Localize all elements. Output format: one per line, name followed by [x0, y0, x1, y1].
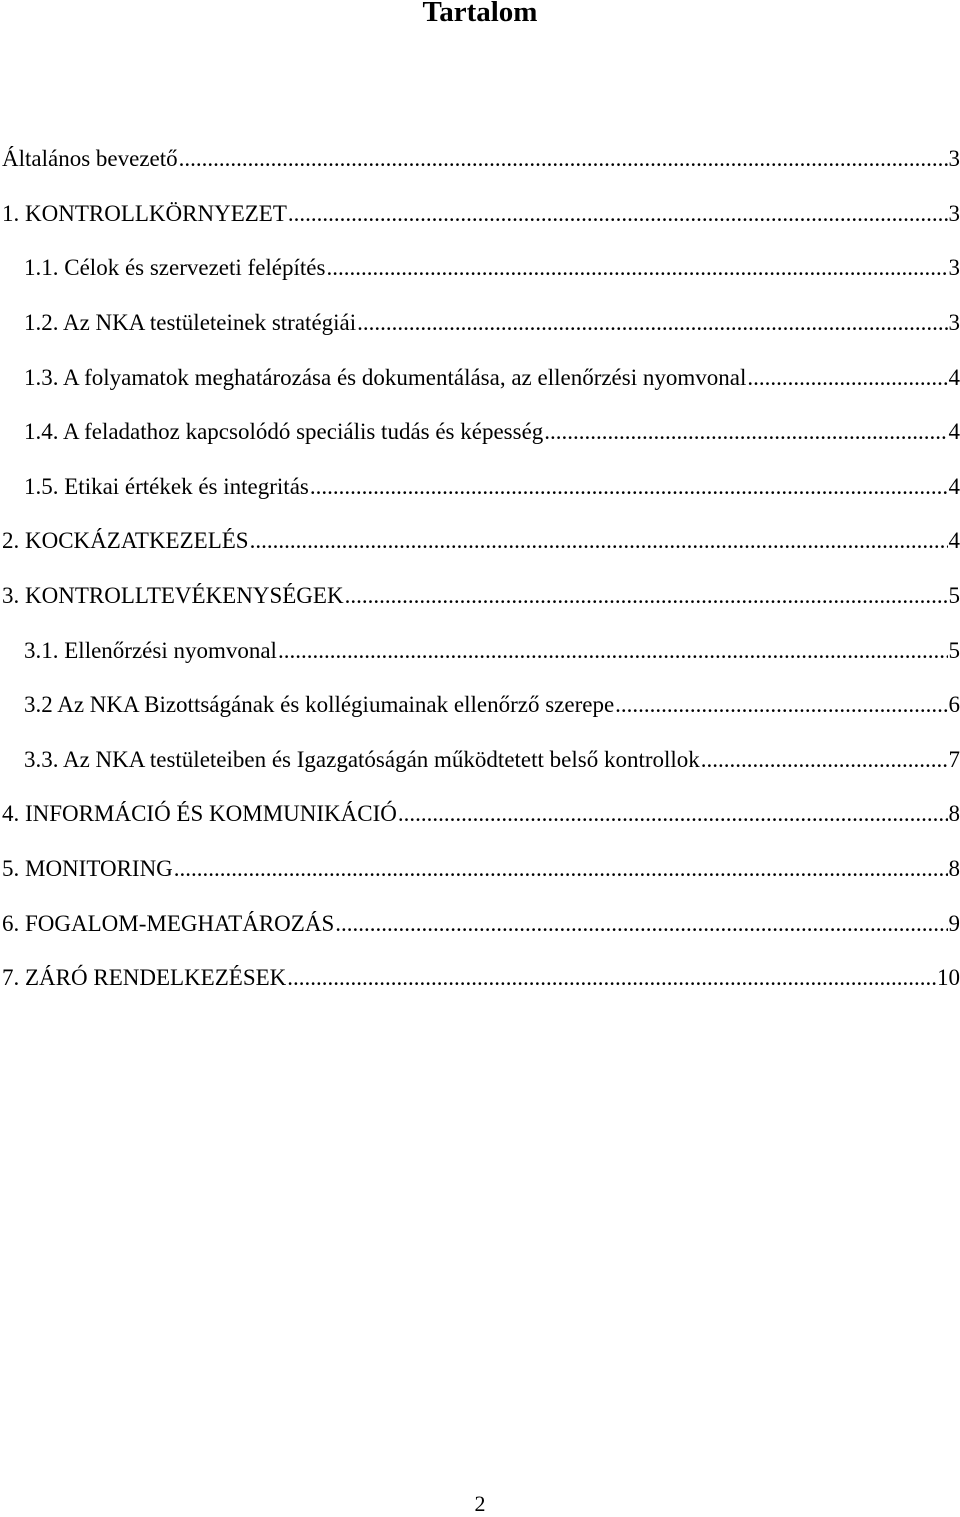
toc-entry-label: 3.3. Az NKA testületeiben és Igazgatóságán működtetett belső kontrollok [24, 745, 700, 775]
toc-entry[interactable] [2, 733, 960, 788]
toc-entry-page: 8 [949, 799, 960, 829]
toc-dot-leader [747, 363, 947, 393]
toc-entry[interactable] [2, 514, 960, 569]
page-title: Tartalom [0, 0, 960, 30]
toc-entry-page: 3 [949, 199, 960, 229]
toc-dot-leader [250, 526, 948, 556]
toc-entry-page: 4 [949, 363, 960, 393]
toc-entry-page: 5 [949, 636, 960, 666]
toc-entry-label: 1.3. A folyamatok meghatározása és dokumentálása, az ellenőrzési nyomvonal [24, 363, 746, 393]
toc-dot-leader [615, 690, 947, 720]
toc-entry[interactable] [2, 460, 960, 515]
page-number: 2 [0, 1491, 960, 1517]
toc-entry-label: 1.1. Célok és szervezeti felépítés [24, 253, 325, 283]
toc-entry[interactable] [2, 842, 960, 897]
toc-entry[interactable] [2, 678, 960, 733]
toc-entry-page: 8 [949, 854, 960, 884]
toc-dot-leader [310, 472, 948, 502]
toc-entry-label: 3.2 Az NKA Bizottságának és kollégiumainak ellenőrző szerepe [24, 690, 614, 720]
toc-entry[interactable] [2, 350, 960, 405]
toc-entry-label: 5. MONITORING [2, 854, 173, 884]
toc-entry-label: 1.2. Az NKA testületeinek stratégiái [24, 308, 356, 338]
toc-entry-page: 10 [937, 963, 960, 993]
toc-dot-leader [335, 909, 947, 939]
toc-entry-page: 3 [949, 144, 960, 174]
toc-dot-leader [345, 581, 948, 611]
toc-entry[interactable] [2, 132, 960, 187]
toc-entry[interactable] [2, 296, 960, 351]
toc-entry[interactable] [2, 241, 960, 296]
toc-dot-leader [544, 417, 947, 447]
toc-dot-leader [357, 308, 947, 338]
toc-entry-page: 4 [949, 472, 960, 502]
toc-entry-page: 5 [949, 581, 960, 611]
toc-entry-label: 2. KOCKÁZATKEZELÉS [2, 526, 249, 556]
toc-dot-leader [701, 745, 948, 775]
toc-dot-leader [179, 144, 948, 174]
toc-entry-page: 9 [949, 909, 960, 939]
toc-entry-label: 6. FOGALOM-MEGHATÁROZÁS [2, 909, 334, 939]
toc-dot-leader [278, 636, 948, 666]
toc-entry-label: 3.1. Ellenőrzési nyomvonal [24, 636, 277, 666]
toc-entry-page: 3 [949, 253, 960, 283]
toc-entry[interactable] [2, 787, 960, 842]
toc-entry-label: 1.4. A feladathoz kapcsolódó speciális tudás és képesség [24, 417, 543, 447]
toc-dot-leader [288, 199, 948, 229]
toc-entry[interactable] [2, 896, 960, 951]
toc-entry[interactable] [2, 623, 960, 678]
toc-entry-label: 1. KONTROLLKÖRNYEZET [2, 199, 287, 229]
toc-entry-label: 7. ZÁRÓ RENDELKEZÉSEK [2, 963, 286, 993]
toc-entry[interactable] [2, 569, 960, 624]
toc-entry-page: 4 [949, 417, 960, 447]
toc-entry-page: 6 [949, 690, 960, 720]
toc-entry[interactable] [2, 187, 960, 242]
toc-entry[interactable] [2, 405, 960, 460]
toc-entry-page: 3 [949, 308, 960, 338]
toc-dot-leader [174, 854, 948, 884]
toc-entry[interactable] [2, 951, 960, 1006]
toc-entry-label: 3. KONTROLLTEVÉKENYSÉGEK [2, 581, 344, 611]
toc-entry-label: 4. INFORMÁCIÓ ÉS KOMMUNIKÁCIÓ [2, 799, 397, 829]
toc-dot-leader [398, 799, 948, 829]
toc-entry-page: 4 [949, 526, 960, 556]
toc-entry-label: 1.5. Etikai értékek és integritás [24, 472, 309, 502]
toc-dot-leader [287, 963, 936, 993]
table-of-contents [2, 132, 960, 1006]
toc-dot-leader [326, 253, 947, 283]
toc-entry-label: Általános bevezető [2, 144, 178, 174]
toc-entry-page: 7 [949, 745, 960, 775]
